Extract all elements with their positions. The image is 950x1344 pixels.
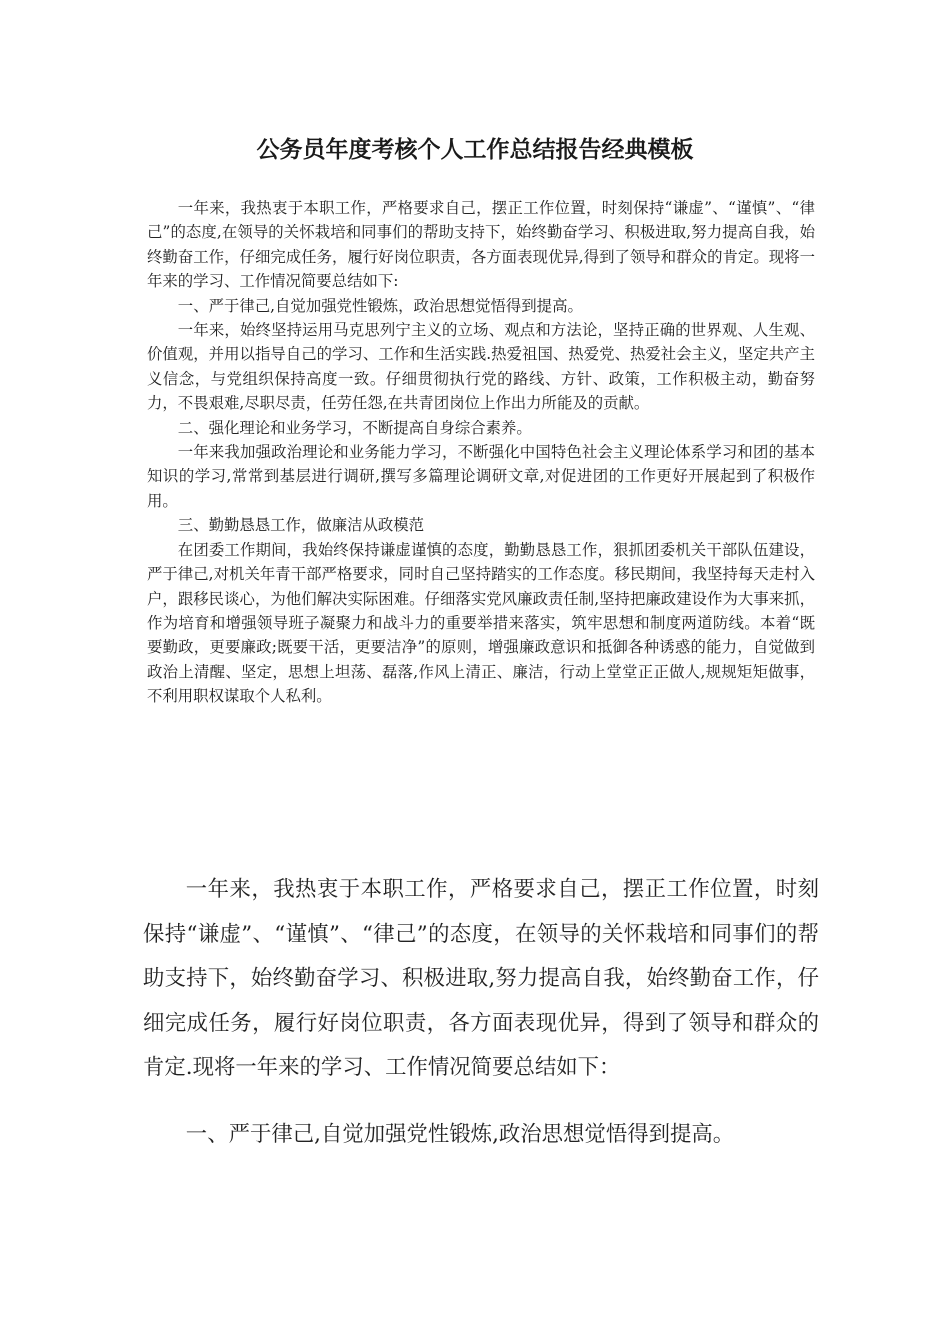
section-body-2: 一年来我加强政治理论和业务能力学习，不断强化中国特色社会主义理论体系学习和团的基本知识的学习,常常到基层进行调研,撰写多篇理论调研文章,对促进团的工作更好开展起到了积极作用。 (147, 443, 815, 510)
intro-paragraph: 一年来，我热衷于本职工作，严格要求自己，摆正工作位置，时刻保持“谦虚”、“谨慎”、“律己”的态度,在领导的关怀栽培和同事们的帮助支持下，始终勤奋学习、积极进取,努力提高自我，始终勤奋工作，仔细完成任务，履行好岗位职责，各方面表现优异,得到了领导和群众的肯定。现将一年来的学习、工作情况简要总结如下: (147, 199, 815, 291)
section-body-3: 在团委工作期间，我始终保持谦虚谨慎的态度，勤勤恳恳工作，狠抓团委机关干部队伍建设，严于律己,对机关年青干部严格要求，同时自己坚持踏实的工作态度。移民期间，我坚持每天走村入户，跟移民谈心，为他们解决实际困难。仔细落实党风廉政责任制,坚持把廉政建设作为大事来抓，作为培育和增强领导班子凝聚力和战斗力的重要举措来落实，筑牢思想和制度两道防线。本着“既要勤政，更要廉政;既要干活，更要洁净”的原则，增强廉政意识和抵御各种诱惑的能力，自觉做到政治上清醒、坚定，思想上坦荡、磊落,作风上清正、廉洁，行动上堂堂正正做人,规规矩矩做事，不利用职权谋取个人私利。 (147, 540, 815, 706)
large-text-block (143, 868, 819, 1157)
section-heading-3: 三、勤勤恳恳工作，做廉洁从政模范 (177, 516, 425, 535)
section-body-1: 一年来，始终坚持运用马克思列宁主义的立场、观点和方法论，坚持正确的世界观、人生观、价值观，并用以指导自己的学习、工作和生活实践.热爱祖国、热爱党、热爱社会主义，坚定共产主义信念，与党组织保持高度一致。仔细贯彻执行党的路线、方针、政策，工作积极主动，勤奋努力，不畏艰难,尽职尽责，任劳任怨,在共青团岗位上作出力所能及的贡献。 (147, 321, 815, 413)
summary-text-block (147, 196, 815, 709)
section-heading-2: 二、强化理论和业务学习，不断提高自身综合素养。 (177, 418, 532, 437)
large-intro-paragraph: 一年来，我热衷于本职工作，严格要求自己，摆正工作位置，时刻保持“谦虚”、“谨慎”、“律己”的态度，在领导的关怀栽培和同事们的帮助支持下，始终勤奋学习、积极进取,努力提高自我，始终勤奋工作，仔细完成任务，履行好岗位职责，各方面表现优异，得到了领导和群众的肯定.现将一年来的学习、工作情况简要总结如下： (143, 877, 819, 1080)
document-title: 公务员年度考核个人工作总结报告经典模板 (256, 137, 694, 163)
section-heading-1: 一、严于律己,自觉加强党性锻炼，政治思想觉悟得到提高。 (177, 296, 583, 315)
large-section-heading-1: 一、严于律己,自觉加强党性锻炼,政治思想觉悟得到提高。 (185, 1121, 735, 1147)
